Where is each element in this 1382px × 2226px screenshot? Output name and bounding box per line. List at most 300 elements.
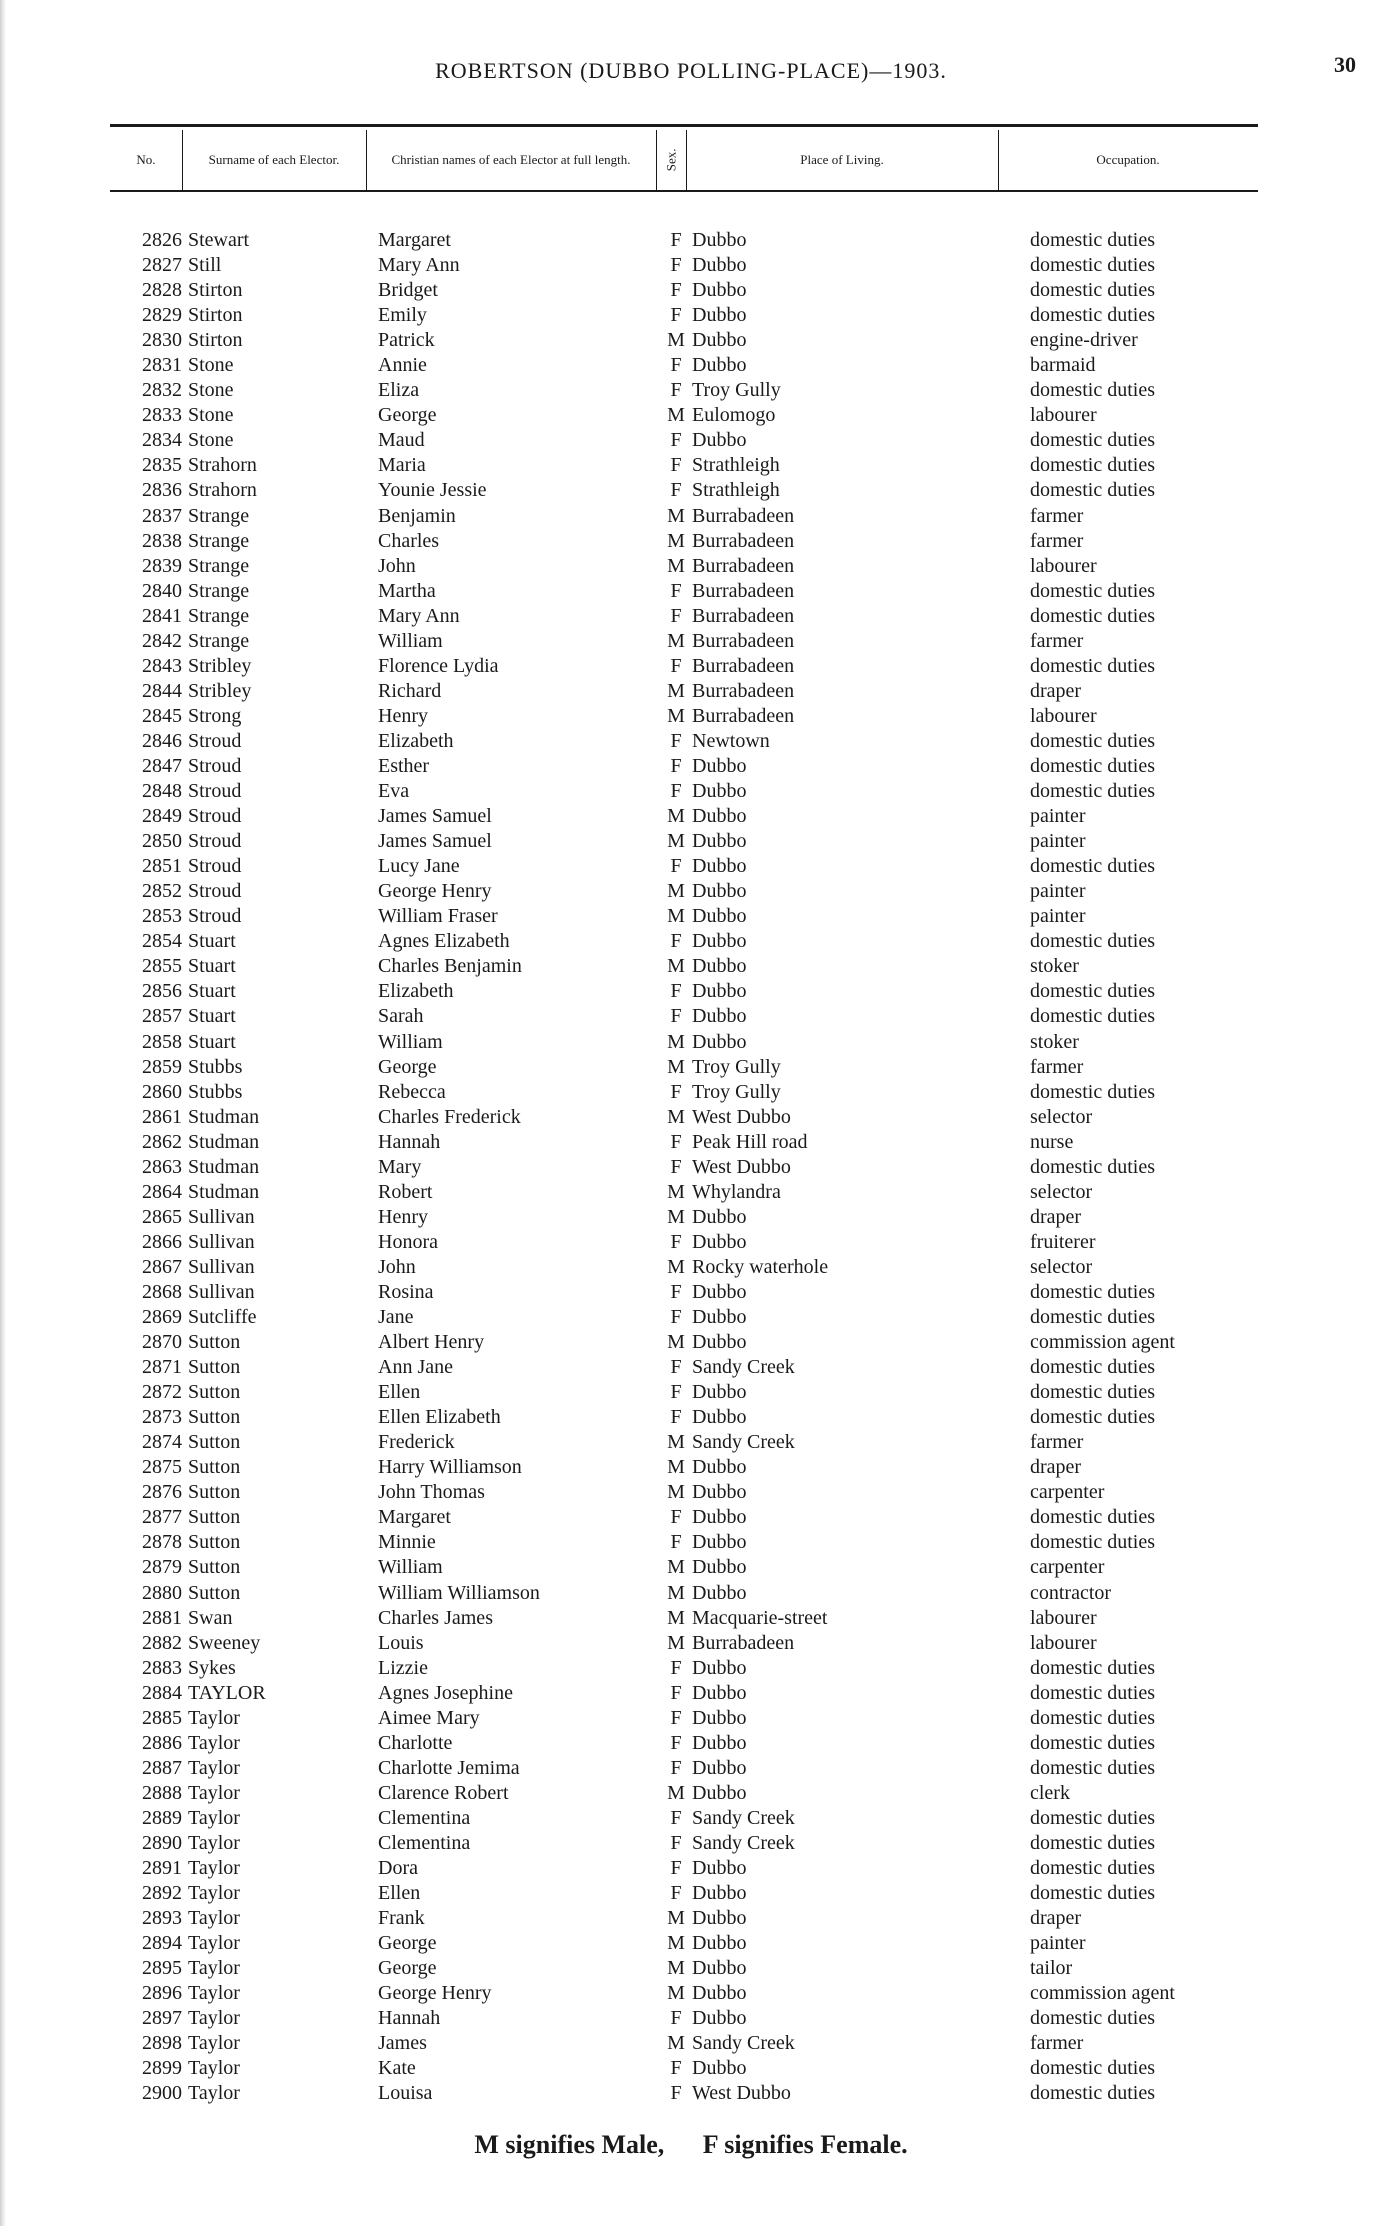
cell-surname: Stroud	[188, 805, 242, 828]
cell-christian: Sarah	[378, 1005, 424, 1028]
cell-surname: Taylor	[188, 1957, 240, 1980]
cell-no: 2874	[142, 1431, 182, 1454]
cell-christian: William Williamson	[378, 1581, 540, 1604]
cell-occupation: domestic duties	[1030, 429, 1155, 452]
cell-place: Rocky waterhole	[692, 1255, 829, 1278]
cell-sex: M	[667, 1606, 685, 1629]
cell-surname: Taylor	[188, 1706, 240, 1729]
cell-place: Dubbo	[692, 754, 747, 777]
header-occupation: Occupation.	[1096, 152, 1160, 168]
table-row	[0, 1581, 1382, 1606]
table-row	[0, 1405, 1382, 1430]
cell-place: Dubbo	[692, 1581, 747, 1604]
cell-sex: F	[670, 229, 682, 251]
cell-sex: F	[670, 780, 682, 803]
cell-surname: Sutton	[188, 1556, 241, 1579]
cell-occupation: carpenter	[1030, 1556, 1105, 1579]
cell-place: West Dubbo	[692, 1155, 791, 1178]
cell-sex: F	[670, 855, 682, 878]
cell-no: 2850	[142, 830, 182, 853]
cell-occupation: domestic duties	[1030, 1080, 1155, 1103]
table-row	[0, 979, 1382, 1004]
cell-sex: M	[667, 554, 685, 577]
cell-place: Dubbo	[692, 1481, 747, 1504]
cell-christian: Dora	[378, 1857, 418, 1880]
cell-sex: F	[670, 1506, 682, 1529]
cell-occupation: domestic duties	[1030, 1656, 1155, 1679]
cell-christian: John	[378, 554, 416, 577]
cell-sex: F	[670, 1806, 682, 1829]
cell-place: Dubbo	[692, 1706, 747, 1729]
table-row	[0, 2006, 1382, 2031]
cell-no: 2868	[142, 1280, 182, 1303]
cell-occupation: domestic duties	[1030, 579, 1155, 602]
cell-occupation: domestic duties	[1030, 1381, 1155, 1404]
cell-surname: Taylor	[188, 1932, 240, 1955]
cell-no: 2888	[142, 1781, 182, 1804]
cell-surname: Taylor	[188, 2082, 240, 2105]
cell-occupation: domestic duties	[1030, 479, 1155, 502]
cell-christian: Florence Lydia	[378, 654, 499, 677]
cell-occupation: domestic duties	[1030, 379, 1155, 402]
cell-christian: Elizabeth	[378, 980, 454, 1003]
cell-christian: Ann Jane	[378, 1356, 453, 1379]
cell-surname: Studman	[188, 1105, 260, 1128]
cell-place: Dubbo	[692, 880, 747, 903]
cell-surname: Swan	[188, 1606, 233, 1629]
cell-sex: F	[670, 1406, 682, 1429]
cell-christian: Richard	[378, 679, 442, 702]
header-bottom-rule	[110, 190, 1258, 192]
cell-place: Eulomogo	[692, 404, 776, 427]
cell-surname: Stroud	[188, 754, 242, 777]
cell-sex: M	[667, 1556, 685, 1579]
cell-sex: M	[667, 1631, 685, 1654]
table-row	[0, 754, 1382, 779]
table-row	[0, 704, 1382, 729]
cell-christian: Jane	[378, 1306, 414, 1329]
cell-occupation: carpenter	[1030, 1481, 1105, 1504]
cell-christian: George	[378, 1055, 437, 1078]
cell-place: Dubbo	[692, 429, 747, 452]
cell-sex: M	[667, 1781, 685, 1804]
cell-surname: Sullivan	[188, 1255, 255, 1278]
table-row	[0, 929, 1382, 954]
table-row	[0, 1606, 1382, 1631]
cell-christian: Mary Ann	[378, 604, 460, 627]
cell-occupation: labourer	[1030, 1606, 1097, 1629]
cell-occupation: selector	[1030, 1180, 1093, 1203]
cell-place: Burrabadeen	[692, 529, 795, 552]
cell-place: Dubbo	[692, 1030, 747, 1053]
cell-place: West Dubbo	[692, 2082, 791, 2105]
cell-place: Dubbo	[692, 229, 747, 251]
cell-occupation: domestic duties	[1030, 1882, 1155, 1905]
cell-place: Dubbo	[692, 279, 747, 302]
cell-occupation: tailor	[1030, 1957, 1073, 1980]
cell-occupation: draper	[1030, 679, 1082, 702]
cell-no: 2842	[142, 629, 182, 652]
cell-place: Dubbo	[692, 1280, 747, 1303]
cell-sex: F	[670, 980, 682, 1003]
table-row	[0, 504, 1382, 529]
cell-no: 2857	[142, 1005, 182, 1028]
cell-place: Dubbo	[692, 1406, 747, 1429]
cell-occupation: domestic duties	[1030, 2007, 1155, 2030]
cell-sex: F	[670, 2007, 682, 2030]
table-row	[0, 1831, 1382, 1856]
cell-no: 2860	[142, 1080, 182, 1103]
cell-christian: Lizzie	[378, 1656, 428, 1679]
cell-christian: Benjamin	[378, 504, 456, 527]
cell-occupation: domestic duties	[1030, 229, 1155, 251]
table-row	[0, 1756, 1382, 1781]
cell-occupation: draper	[1030, 1205, 1082, 1228]
cell-christian: Rosina	[378, 1280, 434, 1303]
table-row	[0, 328, 1382, 353]
cell-christian: Elizabeth	[378, 729, 454, 752]
cell-sex: F	[670, 304, 682, 327]
cell-sex: F	[670, 254, 682, 277]
cell-surname: Stone	[188, 429, 234, 452]
cell-place: Sandy Creek	[692, 1356, 795, 1379]
cell-surname: Studman	[188, 1155, 260, 1178]
table-row	[0, 654, 1382, 679]
cell-sex: F	[670, 1756, 682, 1779]
cell-place: Burrabadeen	[692, 579, 795, 602]
cell-christian: Clementina	[378, 1806, 471, 1829]
cell-sex: M	[667, 504, 685, 527]
cell-christian: Hannah	[378, 2007, 441, 2030]
cell-christian: George	[378, 1932, 437, 1955]
cell-surname: Stroud	[188, 905, 242, 928]
table-row	[0, 1956, 1382, 1981]
cell-no: 2887	[142, 1756, 182, 1779]
cell-no: 2875	[142, 1456, 182, 1479]
cell-place: Dubbo	[692, 830, 747, 853]
cell-sex: M	[667, 1431, 685, 1454]
cell-surname: Stuart	[188, 930, 236, 953]
table-row	[0, 1130, 1382, 1155]
cell-sex: F	[670, 930, 682, 953]
table-row	[0, 378, 1382, 403]
cell-sex: M	[667, 830, 685, 853]
table-row	[0, 1906, 1382, 1931]
cell-christian: Margaret	[378, 1506, 451, 1529]
table-row	[0, 1230, 1382, 1255]
legend-female: F signifies Female.	[702, 2130, 908, 2159]
cell-no: 2880	[142, 1581, 182, 1604]
cell-surname: Stirton	[188, 304, 243, 327]
cell-place: Dubbo	[692, 1857, 747, 1880]
cell-no: 2881	[142, 1606, 182, 1629]
cell-christian: Mary	[378, 1155, 422, 1178]
cell-surname: Taylor	[188, 1982, 240, 2005]
cell-occupation: domestic duties	[1030, 729, 1155, 752]
cell-christian: Aimee Mary	[378, 1706, 480, 1729]
cell-occupation: clerk	[1030, 1781, 1070, 1804]
cell-no: 2891	[142, 1857, 182, 1880]
cell-sex: F	[670, 1306, 682, 1329]
cell-occupation: painter	[1030, 905, 1086, 928]
table-row	[0, 478, 1382, 503]
cell-no: 2836	[142, 479, 182, 502]
cell-no: 2846	[142, 729, 182, 752]
table-row	[0, 253, 1382, 278]
cell-sex: F	[670, 1681, 682, 1704]
cell-place: Dubbo	[692, 1230, 747, 1253]
cell-surname: Strange	[188, 504, 250, 527]
cell-occupation: painter	[1030, 830, 1086, 853]
cell-place: Dubbo	[692, 304, 747, 327]
cell-no: 2873	[142, 1406, 182, 1429]
table-row	[0, 1255, 1382, 1280]
cell-surname: Sutton	[188, 1531, 241, 1554]
cell-sex: F	[670, 429, 682, 452]
cell-sex: M	[667, 704, 685, 727]
cell-sex: M	[667, 2032, 685, 2055]
cell-christian: Lucy Jane	[378, 855, 460, 878]
cell-surname: Strong	[188, 704, 242, 727]
cell-occupation: domestic duties	[1030, 1280, 1155, 1303]
cell-no: 2855	[142, 955, 182, 978]
cell-surname: Still	[188, 254, 222, 277]
cell-occupation: labourer	[1030, 554, 1097, 577]
cell-christian: Minnie	[378, 1531, 436, 1554]
cell-christian: Charles James	[378, 1606, 493, 1629]
cell-christian: Patrick	[378, 329, 435, 352]
table-row	[0, 1480, 1382, 1505]
cell-sex: F	[670, 354, 682, 377]
cell-occupation: labourer	[1030, 704, 1097, 727]
cell-place: Sandy Creek	[692, 1832, 795, 1854]
cell-occupation: stoker	[1030, 1030, 1079, 1053]
table-row	[0, 1280, 1382, 1305]
cell-no: 2884	[142, 1681, 182, 1704]
cell-surname: Taylor	[188, 2032, 240, 2055]
cell-surname: TAYLOR	[188, 1681, 266, 1704]
cell-occupation: domestic duties	[1030, 1005, 1155, 1028]
table-row	[0, 2056, 1382, 2081]
cell-occupation: labourer	[1030, 404, 1097, 427]
cell-no: 2863	[142, 1155, 182, 1178]
table-row	[0, 353, 1382, 378]
table-row	[0, 1706, 1382, 1731]
cell-occupation: domestic duties	[1030, 2082, 1155, 2105]
cell-place: Dubbo	[692, 1381, 747, 1404]
cell-christian: Albert Henry	[378, 1331, 485, 1354]
cell-occupation: domestic duties	[1030, 1506, 1155, 1529]
cell-surname: Sutton	[188, 1481, 241, 1504]
cell-christian: John	[378, 1255, 416, 1278]
cell-place: Dubbo	[692, 1907, 747, 1930]
cell-place: Troy Gully	[692, 1080, 781, 1103]
cell-place: Sandy Creek	[692, 2032, 795, 2055]
cell-place: Dubbo	[692, 1681, 747, 1704]
table-row	[0, 1555, 1382, 1580]
cell-surname: Sutton	[188, 1431, 241, 1454]
cell-occupation: selector	[1030, 1255, 1093, 1278]
cell-no: 2840	[142, 579, 182, 602]
cell-place: Burrabadeen	[692, 554, 795, 577]
cell-christian: Ellen	[378, 1381, 421, 1404]
cell-sex: F	[670, 1005, 682, 1028]
cell-place: Dubbo	[692, 805, 747, 828]
cell-sex: M	[667, 1205, 685, 1228]
cell-no: 2839	[142, 554, 182, 577]
cell-no: 2871	[142, 1356, 182, 1379]
cell-christian: George Henry	[378, 1982, 492, 2005]
cell-christian: Frank	[378, 1907, 425, 1930]
table-row	[0, 829, 1382, 854]
cell-place: Macquarie-street	[692, 1606, 828, 1629]
cell-christian: Maria	[378, 454, 426, 477]
cell-surname: Strange	[188, 529, 250, 552]
table-row	[0, 1931, 1382, 1956]
table-row	[0, 228, 1382, 253]
cell-no: 2832	[142, 379, 182, 402]
cell-place: Dubbo	[692, 1656, 747, 1679]
cell-occupation: farmer	[1030, 2032, 1084, 2055]
cell-surname: Taylor	[188, 1857, 240, 1880]
cell-surname: Stubbs	[188, 1055, 243, 1078]
cell-occupation: domestic duties	[1030, 304, 1155, 327]
cell-christian: Ellen Elizabeth	[378, 1406, 501, 1429]
cell-occupation: stoker	[1030, 955, 1079, 978]
cell-christian: Rebecca	[378, 1080, 446, 1103]
cell-no: 2861	[142, 1105, 182, 1128]
cell-surname: Stubbs	[188, 1080, 243, 1103]
table-row	[0, 879, 1382, 904]
table-row	[0, 1080, 1382, 1105]
cell-no: 2831	[142, 354, 182, 377]
header-surname: Surname of each Elector.	[208, 152, 340, 168]
table-row	[0, 1205, 1382, 1230]
cell-christian: Frederick	[378, 1431, 455, 1454]
cell-no: 2828	[142, 279, 182, 302]
cell-surname: Stuart	[188, 955, 236, 978]
cell-no: 2886	[142, 1731, 182, 1754]
header-christian: Christian names of each Elector at full length.	[391, 152, 631, 168]
cell-occupation: domestic duties	[1030, 754, 1155, 777]
cell-place: Dubbo	[692, 354, 747, 377]
table-row	[0, 1631, 1382, 1656]
cell-sex: M	[667, 1055, 685, 1078]
table-row	[0, 579, 1382, 604]
cell-sex: F	[670, 1356, 682, 1379]
header-sex: Sex.	[663, 148, 679, 172]
cell-no: 2837	[142, 504, 182, 527]
cell-no: 2885	[142, 1706, 182, 1729]
table-row	[0, 1380, 1382, 1405]
cell-occupation: domestic duties	[1030, 980, 1155, 1003]
cell-place: Dubbo	[692, 1957, 747, 1980]
cell-christian: Younie Jessie	[378, 479, 487, 502]
table-row	[0, 403, 1382, 428]
cell-no: 2866	[142, 1230, 182, 1253]
cell-occupation: barmaid	[1030, 354, 1096, 377]
cell-occupation: domestic duties	[1030, 1681, 1155, 1704]
cell-surname: Stribley	[188, 679, 252, 702]
cell-sex: M	[667, 1907, 685, 1930]
cell-sex: M	[667, 1982, 685, 2005]
cell-occupation: farmer	[1030, 629, 1084, 652]
cell-christian: William	[378, 1556, 443, 1579]
cell-christian: James Samuel	[378, 830, 492, 853]
cell-sex: M	[667, 1957, 685, 1980]
cell-sex: F	[670, 1130, 682, 1153]
header-no: No.	[136, 152, 156, 168]
cell-place: Sandy Creek	[692, 1806, 795, 1829]
cell-surname: Stone	[188, 379, 234, 402]
table-row	[0, 629, 1382, 654]
table-row	[0, 1355, 1382, 1380]
table-row	[0, 554, 1382, 579]
cell-surname: Stone	[188, 354, 234, 377]
legend-male: M signifies Male,	[474, 2130, 665, 2159]
cell-sex: F	[670, 1230, 682, 1253]
cell-occupation: domestic duties	[1030, 780, 1155, 803]
cell-place: Dubbo	[692, 1005, 747, 1028]
cell-surname: Stuart	[188, 1030, 236, 1053]
cell-occupation: domestic duties	[1030, 1706, 1155, 1729]
cell-no: 2830	[142, 329, 182, 352]
table-row	[0, 604, 1382, 629]
cell-surname: Sykes	[188, 1656, 236, 1679]
cell-surname: Strange	[188, 629, 250, 652]
table-row	[0, 1330, 1382, 1355]
cell-place: Dubbo	[692, 780, 747, 803]
cell-place: Dubbo	[692, 1306, 747, 1329]
table-row	[0, 1505, 1382, 1530]
cell-sex: F	[670, 1882, 682, 1905]
cell-surname: Strange	[188, 554, 250, 577]
cell-sex: M	[667, 1481, 685, 1504]
cell-sex: F	[670, 379, 682, 402]
cell-sex: F	[670, 579, 682, 602]
cell-christian: Clementina	[378, 1832, 471, 1854]
cell-place: Dubbo	[692, 955, 747, 978]
cell-christian: Martha	[378, 579, 436, 602]
cell-surname: Taylor	[188, 1731, 240, 1754]
cell-no: 2882	[142, 1631, 182, 1654]
cell-surname: Taylor	[188, 1882, 240, 1905]
cell-no: 2867	[142, 1255, 182, 1278]
cell-place: Dubbo	[692, 1331, 747, 1354]
table-row	[0, 1806, 1382, 1831]
cell-occupation: domestic duties	[1030, 1155, 1155, 1178]
table-header	[110, 130, 1258, 190]
table-row	[0, 1856, 1382, 1881]
cell-no: 2862	[142, 1130, 182, 1153]
cell-sex: M	[667, 1581, 685, 1604]
cell-no: 2858	[142, 1030, 182, 1053]
table-row	[0, 729, 1382, 754]
table-row	[0, 1430, 1382, 1455]
cell-place: Strathleigh	[692, 454, 780, 477]
cell-place: Dubbo	[692, 1882, 747, 1905]
cell-surname: Stirton	[188, 279, 243, 302]
cell-no: 2897	[142, 2007, 182, 2030]
cell-christian: Hannah	[378, 1130, 441, 1153]
cell-occupation: domestic duties	[1030, 1832, 1155, 1854]
cell-occupation: domestic duties	[1030, 1857, 1155, 1880]
cell-place: Dubbo	[692, 329, 747, 352]
cell-christian: George	[378, 404, 437, 427]
cell-surname: Sullivan	[188, 1205, 255, 1228]
cell-surname: Strahorn	[188, 479, 257, 502]
cell-place: Burrabadeen	[692, 629, 795, 652]
